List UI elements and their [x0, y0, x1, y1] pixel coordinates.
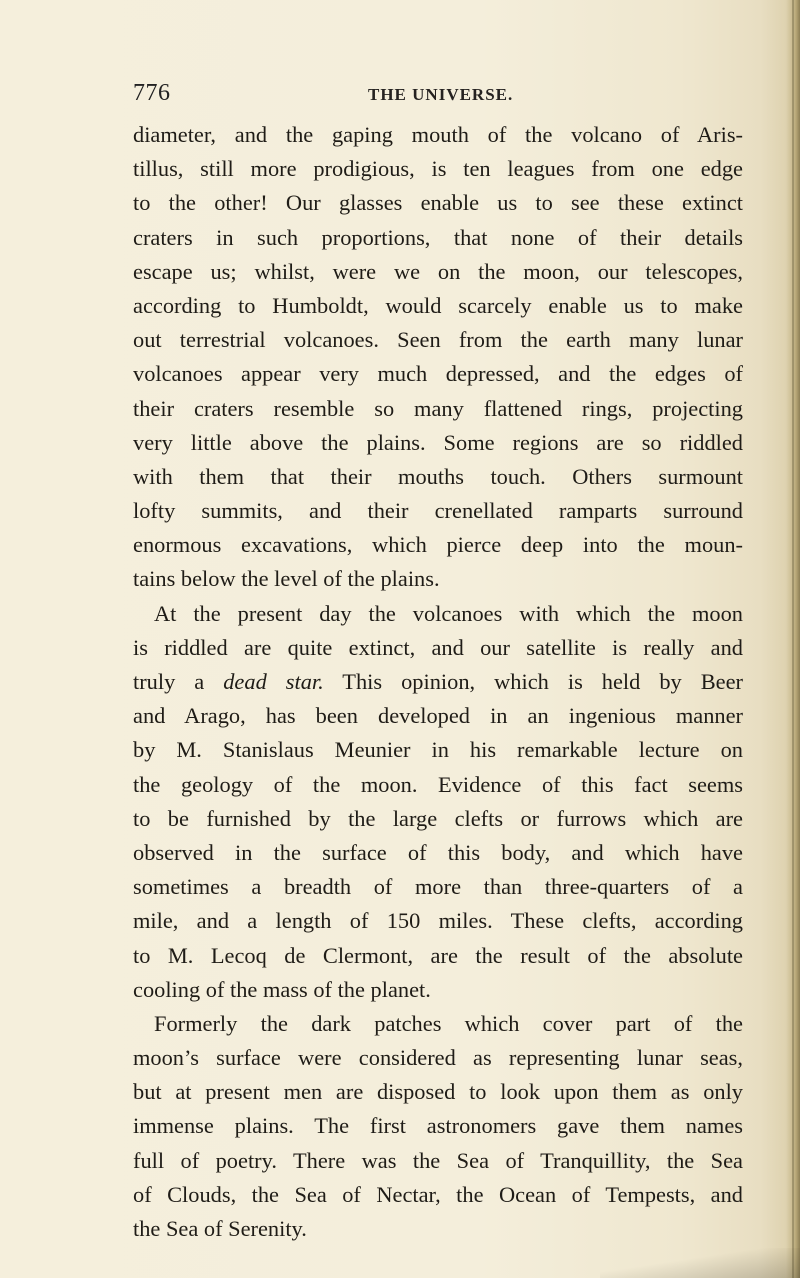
text-line: volcanoes appear very much depressed, and the edges of [133, 361, 743, 387]
text-line: craters in such proportions, that none of their details [133, 224, 743, 250]
text-line: enormous excavations, which pierce deep into the moun- [133, 532, 743, 558]
text-line: immense plains. The first astronomers gave them names [133, 1113, 743, 1139]
text-line: tillus, still more prodigious, is ten leagues from one edge [133, 156, 743, 182]
text-line: according to Humboldt, would scarcely enable us to make [133, 292, 743, 318]
paragraph-end-line: tains below the level of the plains. [133, 566, 440, 592]
text-line: and Arago, has been developed in an ingenious manner [133, 703, 743, 729]
text-line: moon’s surface were considered as representing lunar seas, [133, 1045, 743, 1071]
text-line: by M. Stanislaus Meunier in his remarkable lecture on [133, 737, 743, 763]
text-line: is riddled are quite extinct, and our satellite is really and [133, 634, 743, 660]
text-line: of Clouds, the Sea of Nectar, the Ocean of Tempests, and [133, 1181, 743, 1207]
running-head: THE UNIVERSE. [368, 85, 514, 104]
text-run: This opinion, which is held by Beer [323, 669, 743, 694]
text-line-with-italic [133, 665, 743, 699]
paragraph-end-line: cooling of the mass of the planet. [133, 976, 431, 1002]
paragraph-start-line: At the present day the volcanoes with which the moon [154, 600, 743, 626]
text-line: out terrestrial volcanoes. Seen from the earth many lunar [133, 327, 743, 353]
text-line: sometimes a breadth of more than three-quarters of a [133, 874, 743, 900]
text-line: full of poetry. There was the Sea of Tranquillity, the Sea [133, 1147, 743, 1173]
body-text [133, 118, 743, 1246]
text-line: escape us; whilst, were we on the moon, our telescopes, [133, 258, 743, 284]
page-header [133, 80, 743, 110]
page-edge [786, 0, 800, 1278]
page-shadow [600, 1248, 800, 1278]
text-line: very little above the plains. Some regions are so riddled [133, 429, 743, 455]
paragraph-end-line: the Sea of Serenity. [133, 1216, 307, 1241]
text-line: to be furnished by the large clefts or furrows which are [133, 805, 743, 831]
text-line: observed in the surface of this body, and which have [133, 839, 743, 865]
page-number: 776 [133, 80, 171, 106]
text-line: to M. Lecoq de Clermont, are the result of the absolute [133, 942, 743, 968]
text-line: to the other! Our glasses enable us to see these extinct [133, 190, 743, 216]
text-line: their craters resemble so many flattened rings, projecting [133, 395, 743, 421]
italic-phrase: dead star. [223, 669, 324, 694]
text-run: truly a [133, 669, 224, 694]
text-line: mile, and a length of 150 miles. These clefts, according [133, 908, 743, 934]
text-line: with them that their mouths touch. Others surmount [133, 463, 743, 489]
text-line: but at present men are disposed to look upon them as only [133, 1079, 743, 1105]
paragraph-start-line: Formerly the dark patches which cover part of the [154, 1010, 743, 1036]
text-line: diameter, and the gaping mouth of the volcano of Aris- [133, 122, 743, 147]
text-line: the geology of the moon. Evidence of this fact seems [133, 771, 743, 797]
text-line: lofty summits, and their crenellated ramparts surround [133, 498, 743, 524]
